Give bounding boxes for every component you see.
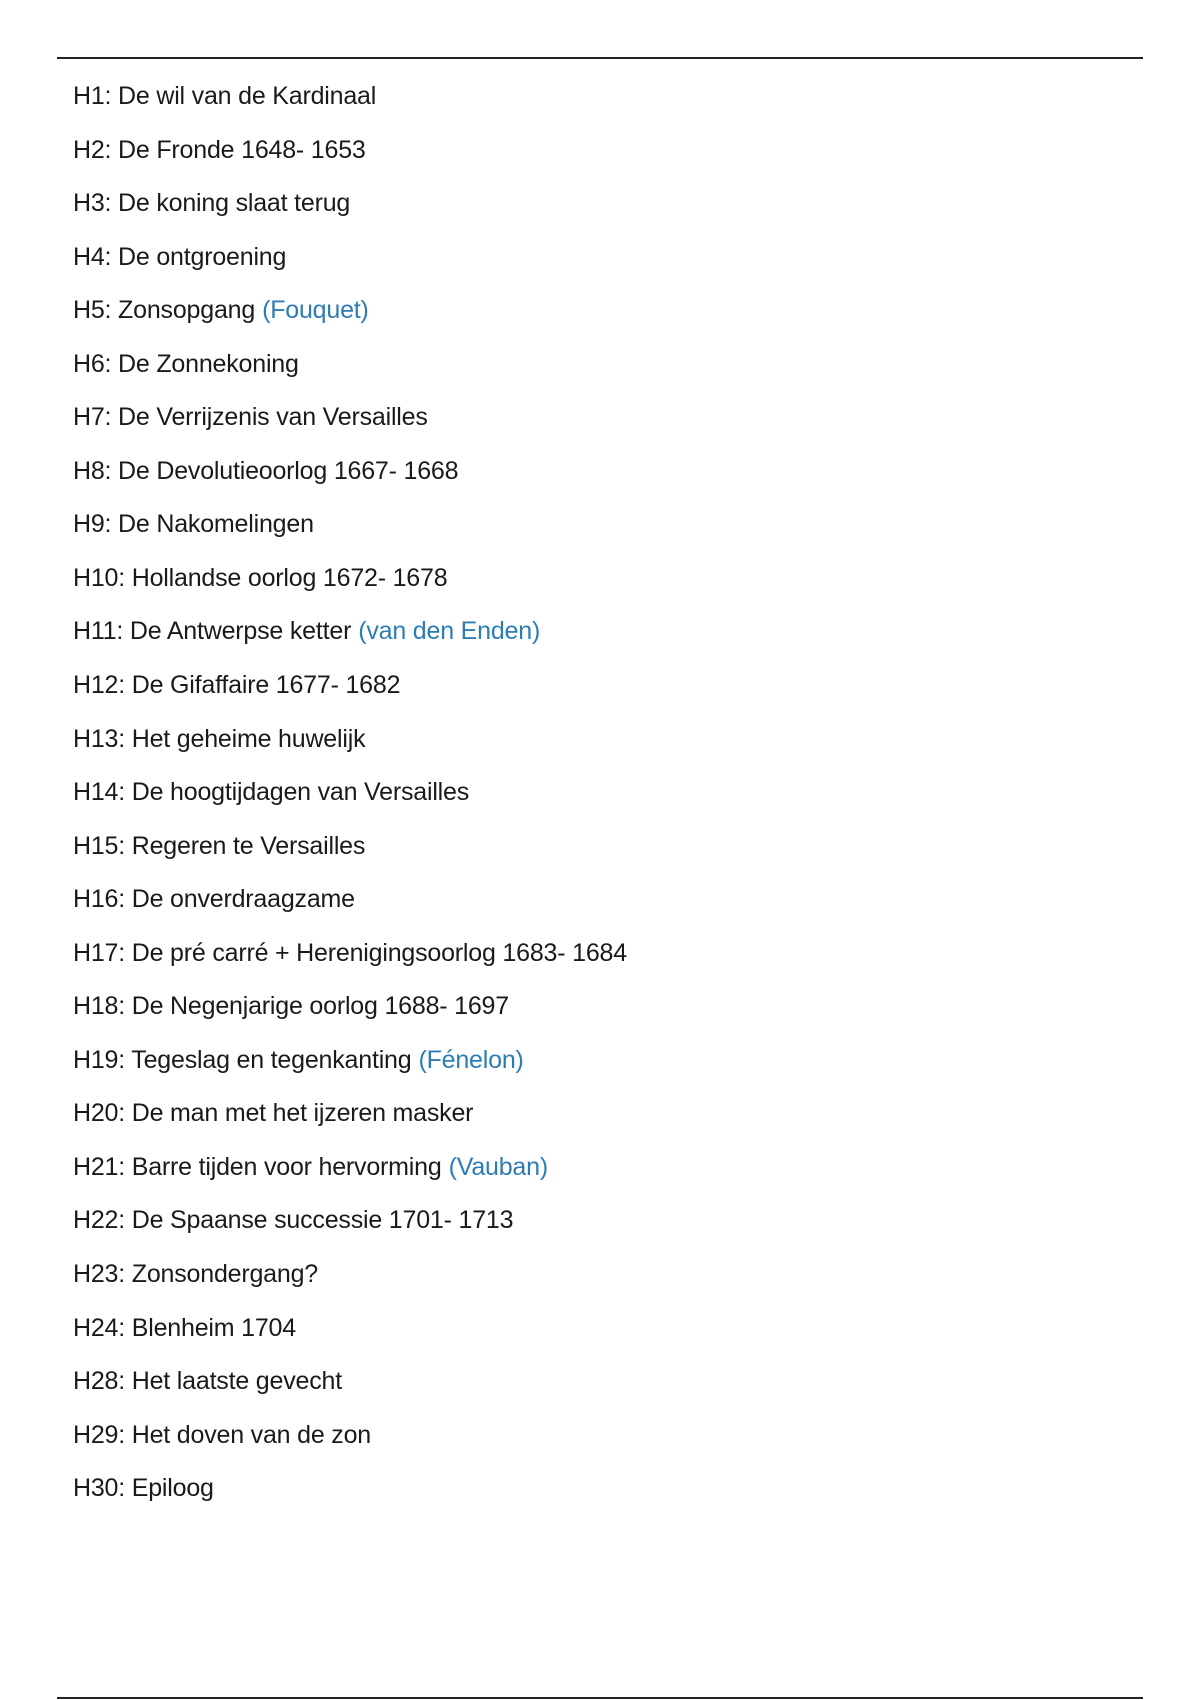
chapter-item: [73, 1355, 627, 1409]
chapter-item: [73, 391, 627, 445]
chapter-item: [73, 820, 627, 874]
chapter-title: H21: Barre tijden voor hervorming: [73, 1152, 442, 1181]
chapter-item: [73, 70, 627, 124]
chapter-item: [73, 177, 627, 231]
chapter-item: [73, 1248, 627, 1302]
chapter-title: H22: De Spaanse successie 1701- 1713: [73, 1206, 514, 1235]
chapter-item: [73, 605, 627, 659]
chapter-item: [73, 1034, 627, 1088]
chapter-title: H18: De Negenjarige oorlog 1688- 1697: [73, 992, 509, 1021]
chapter-title: H7: De Verrijzenis van Versailles: [73, 403, 428, 432]
chapter-title: H17: De pré carré + Herenigingsoorlog 1683- 1684: [73, 938, 627, 967]
chapter-title: H6: De Zonnekoning: [73, 349, 299, 378]
chapter-note: (Vauban): [448, 1152, 548, 1181]
chapter-title: H14: De hoogtijdagen van Versailles: [73, 778, 470, 807]
chapter-title: H30: Epiloog: [73, 1474, 214, 1503]
chapter-item: [73, 338, 627, 392]
chapter-title: H1: De wil van de Kardinaal: [73, 82, 377, 110]
chapter-item: [73, 124, 627, 178]
chapter-title: H10: Hollandse oorlog 1672- 1678: [73, 563, 448, 592]
chapter-title: H24: Blenheim 1704: [73, 1313, 296, 1342]
chapter-item: [73, 231, 627, 285]
chapter-item: [73, 445, 627, 499]
chapter-title: H12: De Gifaffaire 1677- 1682: [73, 671, 401, 700]
chapter-title: H15: Regeren te Versailles: [73, 831, 366, 860]
chapter-note: (Fouquet): [262, 296, 369, 325]
chapter-list: [73, 70, 627, 1516]
chapter-title: H23: Zonsondergang?: [73, 1260, 318, 1289]
chapter-item: [73, 1409, 627, 1463]
chapter-title: H16: De onverdraagzame: [73, 885, 355, 914]
chapter-item: [73, 659, 627, 713]
chapter-title: H29: Het doven van de zon: [73, 1420, 371, 1449]
chapter-title: H19: Tegeslag en tegenkanting: [73, 1045, 412, 1074]
top-divider: [57, 57, 1143, 59]
chapter-item: [73, 498, 627, 552]
chapter-title: H20: De man met het ijzeren masker: [73, 1099, 474, 1128]
chapter-note: (van den Enden): [358, 617, 541, 646]
chapter-note: (Fénelon): [418, 1045, 524, 1074]
chapter-item: [73, 1141, 627, 1195]
chapter-title: H11: De Antwerpse ketter: [73, 617, 352, 646]
chapter-item: [73, 1302, 627, 1356]
chapter-item: [73, 1087, 627, 1141]
chapter-item: [73, 284, 627, 338]
chapter-item: [73, 552, 627, 606]
chapter-item: [73, 980, 627, 1034]
chapter-item: [73, 873, 627, 927]
chapter-title: H4: De ontgroening: [73, 242, 287, 271]
bottom-divider: [57, 1697, 1143, 1699]
chapter-title: H5: Zonsopgang: [73, 296, 256, 325]
chapter-title: H28: Het laatste gevecht: [73, 1367, 342, 1396]
chapter-item: [73, 927, 627, 981]
chapter-title: H8: De Devolutieoorlog 1667- 1668: [73, 456, 459, 485]
chapter-title: H9: De Nakomelingen: [73, 510, 314, 539]
chapter-title: H2: De Fronde 1648- 1653: [73, 135, 366, 164]
chapter-item: [73, 713, 627, 767]
chapter-item: [73, 766, 627, 820]
chapter-item: [73, 1194, 627, 1248]
chapter-title: H13: Het geheime huwelijk: [73, 724, 366, 753]
chapter-item: [73, 1462, 627, 1516]
chapter-title: H3: De koning slaat terug: [73, 189, 351, 218]
